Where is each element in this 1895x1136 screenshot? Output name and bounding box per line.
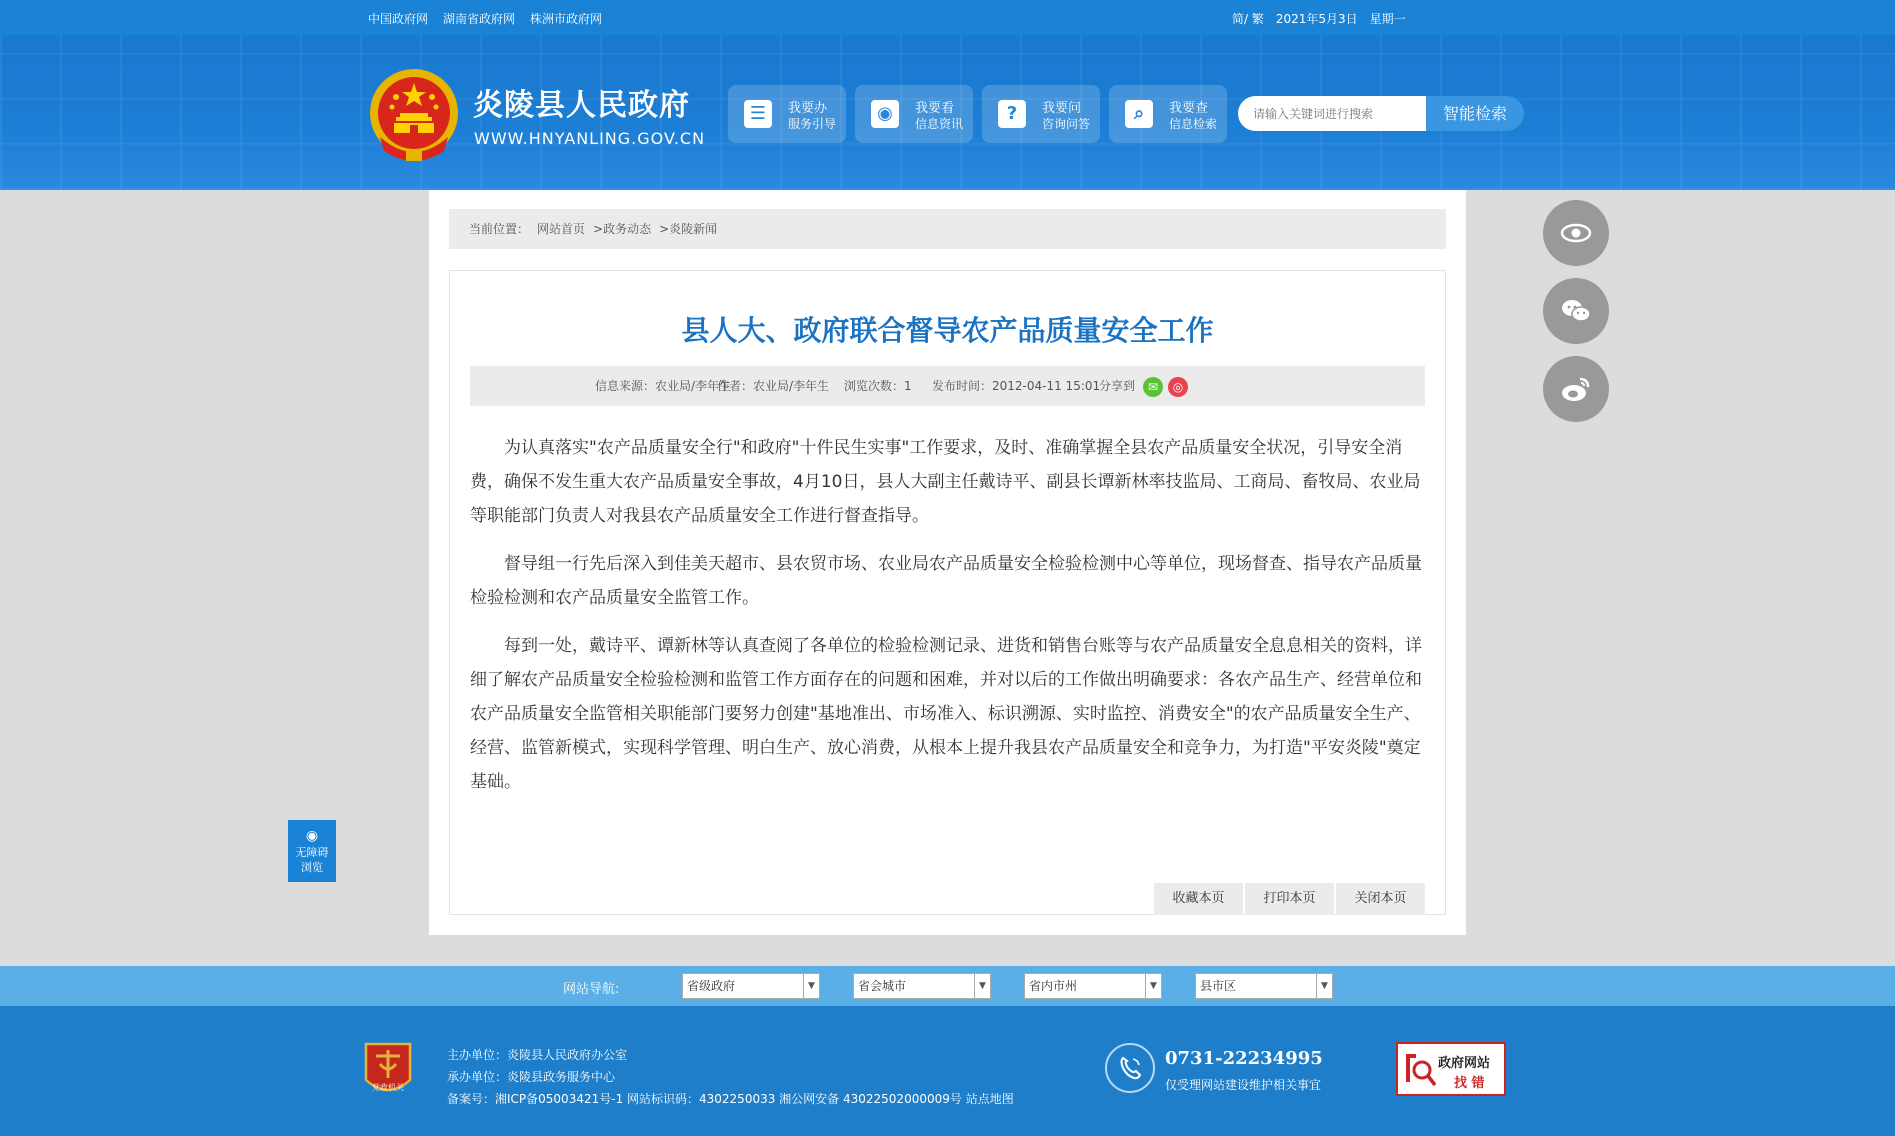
eye-icon: ◉ (871, 100, 899, 128)
quick-link-search[interactable] (1109, 85, 1227, 143)
accessibility-label-2: 浏览 (301, 861, 323, 874)
footer-undertaker: 承办单位：炎陵县政务服务中心 (447, 1070, 616, 1084)
quick-link-title: 我要看 (915, 101, 955, 116)
weibo-share-icon[interactable]: ◎ (1168, 377, 1188, 397)
party-government-badge-icon[interactable] (362, 1040, 414, 1100)
float-wechat-button[interactable] (1543, 278, 1609, 344)
badge-label: 党政机关 (372, 1083, 404, 1092)
article-paragraph: 每到一处，戴诗平、谭新林等认真查阅了各单位的检验检测记录、进货和销售台账等与农产品质量安全息息相关的资料，详细了解农产品质量安全检验检测和监管工作方面存在的问题和困难，并对以后的工作做出明确要求：各农产品生产、经营单位和农产品质量安全监管相关职能部门要努力创建"基地准出、市场准入、标识溯源、实时监控、消费安全"的农产品质量安全生产、经营、监管新模式，实现科学管理、明白生产、放心消费，从根本上提升我县农产品质量安全和竞争力，为打造"平安炎陵"奠定基础。 (470, 636, 1422, 792)
select-value: 省级政府 (687, 979, 736, 993)
wechat-share-icon[interactable]: ✉ (1143, 377, 1163, 397)
accessibility-label-1: 无障碍 (295, 846, 329, 859)
weibo-icon (1560, 373, 1592, 405)
current-date: 2021年5月3日 (1275, 12, 1358, 26)
chevron-down-icon: ▼ (974, 974, 990, 998)
search-icon: ⌕ (1125, 100, 1153, 128)
quick-link-sub: 服务引导 (788, 117, 837, 131)
quick-link-info[interactable] (855, 85, 973, 143)
document-icon: ☰ (744, 100, 772, 128)
main-panel (429, 190, 1466, 935)
error-report-label-2: 找 错 (1454, 1076, 1485, 1091)
link-gov-cn[interactable]: 中国政府网 (368, 12, 429, 26)
article-body (470, 431, 1425, 813)
top-links (368, 10, 602, 27)
article-views: 浏览次数：1 (844, 379, 912, 393)
quick-link-service[interactable] (728, 85, 846, 143)
quick-link-ask[interactable] (982, 85, 1100, 143)
article-published: 发布时间：2012-04-11 15:01 (932, 379, 1101, 393)
article-actions (1154, 883, 1425, 915)
site-name: 炎陵县人民政府 (473, 88, 690, 123)
site-nav-label: 网站导航: (563, 982, 620, 997)
article-paragraph: 为认真落实"农产品质量安全行"和政府"十件民生实事"工作要求，及时、准确掌握全县农产品质量安全状况，引导安全消费，确保不发生重大农产品质量安全事故，4月10日，县人大副主任戴诗平、副县长谭新林率技监局、工商局、畜牧局、农业局等职能部门负责人对我县农产品质量安全工作进行督查指导。 (470, 438, 1421, 526)
quick-link-title: 我要问 (1042, 101, 1082, 116)
article-meta (470, 366, 1425, 406)
breadcrumb-yanling-news[interactable]: >炎陵新闻 (659, 222, 718, 236)
breadcrumb-home[interactable]: 网站首页 (537, 222, 586, 236)
gov-site-error-report-button[interactable] (1396, 1042, 1506, 1096)
wechat-icon (1560, 295, 1592, 327)
top-right (1232, 10, 1406, 27)
quick-link-title: 我要办 (788, 101, 828, 116)
site-header (0, 35, 1895, 190)
phone-icon (1105, 1043, 1155, 1093)
error-report-label-1: 政府网站 (1438, 1056, 1491, 1071)
site-footer (0, 1006, 1895, 1136)
link-zhuzhou-gov[interactable]: 株洲市政府网 (530, 12, 603, 26)
float-eye-button[interactable] (1543, 200, 1609, 266)
article-title: 县人大、政府联合督导农产品质量安全工作 (681, 314, 1214, 347)
search-button[interactable]: 智能检索 (1426, 96, 1524, 131)
search-input[interactable] (1238, 96, 1426, 131)
print-button[interactable]: 打印本页 (1245, 883, 1334, 915)
footer-host: 主办单位：炎陵县人民政府办公室 (447, 1048, 628, 1062)
eye-icon: ◉ (305, 828, 319, 844)
article-author: 作者：农业局/李年生 (717, 379, 830, 393)
select-county[interactable] (1195, 973, 1333, 999)
breadcrumb (449, 209, 1446, 249)
current-weekday: 星期一 (1369, 12, 1406, 26)
quick-link-title: 我要查 (1169, 101, 1209, 116)
national-emblem-icon (366, 67, 462, 167)
select-prefecture[interactable] (1024, 973, 1162, 999)
share-label: 分享到 (1099, 379, 1136, 393)
article-source: 信息来源：农业局/李年生 (595, 379, 732, 393)
chevron-down-icon: ▼ (803, 974, 819, 998)
article (449, 270, 1446, 915)
close-page-button[interactable]: 关闭本页 (1336, 883, 1425, 915)
language-switch[interactable]: 简/ 繁 (1232, 12, 1264, 26)
article-paragraph: 督导组一行先后深入到佳美天超市、县农贸市场、农业局农产品质量安全检验检测中心等单位，现场督查、指导农产品质量检验检测和农产品质量安全监管工作。 (470, 554, 1422, 608)
site-domain: WWW.HNYANLING.GOV.CN (474, 129, 706, 148)
float-weibo-button[interactable] (1543, 356, 1609, 422)
select-value: 省内市州 (1029, 979, 1078, 993)
magnifier-icon (1404, 1052, 1436, 1088)
footer-record: 备案号：湘ICP备05003421号-1 网站标识码：4302250033 湘公网安备 43022502000009号 站点地图 (447, 1092, 1014, 1106)
chevron-down-icon: ▼ (1316, 974, 1332, 998)
select-capital-city[interactable] (853, 973, 991, 999)
select-value: 省会城市 (858, 979, 907, 993)
eye-icon (1560, 217, 1592, 249)
select-provincial-gov[interactable] (682, 973, 820, 999)
breadcrumb-prefix: 当前位置： (469, 222, 530, 236)
question-icon: ? (998, 100, 1026, 128)
footer-phone: 0731-22234995 (1165, 1048, 1323, 1069)
select-value: 县市区 (1200, 979, 1237, 993)
breadcrumb-gov-news[interactable]: >政务动态 (593, 222, 652, 236)
quick-link-sub: 信息资讯 (915, 117, 964, 131)
accessibility-button[interactable] (288, 820, 336, 882)
bookmark-button[interactable]: 收藏本页 (1154, 883, 1243, 915)
footer-phone-note: 仅受理网站建设维护相关事宜 (1165, 1078, 1322, 1092)
top-bar (0, 0, 1895, 35)
link-hunan-gov[interactable]: 湖南省政府网 (443, 12, 516, 26)
site-nav-bar (0, 966, 1895, 1006)
quick-link-sub: 咨询问答 (1042, 117, 1091, 131)
chevron-down-icon: ▼ (1145, 974, 1161, 998)
quick-link-sub: 信息检索 (1169, 117, 1218, 131)
